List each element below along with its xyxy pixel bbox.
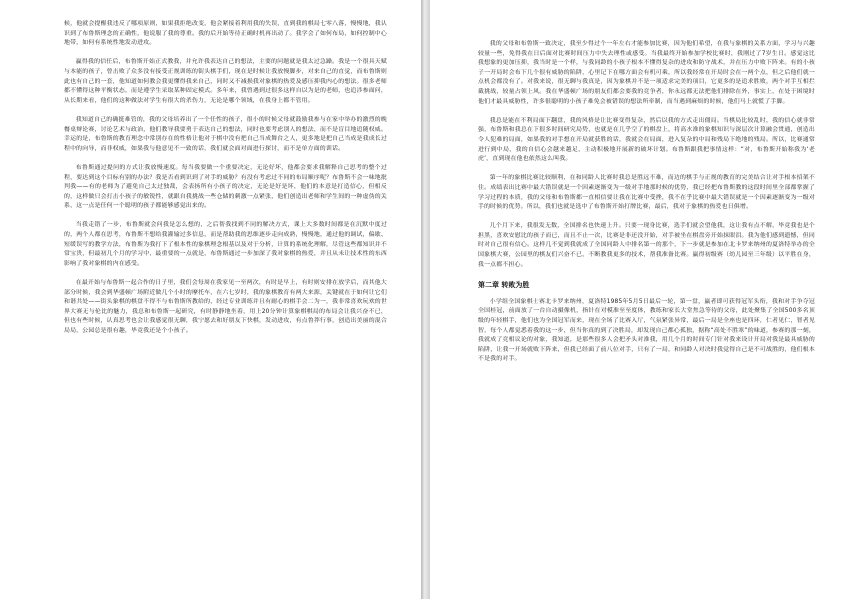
- right-paragraph-4: 几个月下来，我很发无数，全国排名也快速上升。只要一现身比赛，选手们就会望他我，这让我有点不解，毕竟我也是个担黑，喜欢安慰比的孩子而已，而且不止一次，比赛是非还没开始，对手被坐在棋盘旁开始抹眼泪。我为他们感到遗憾，但同时对自己很有信心。这样几不觉到我就成了全国同龄人中排名第一的那个，下一步就是参加在北卡罗来纳州的夏洛特举办的全国象棋大赛，公园里的棋友们兴奋不已，不断教我更多的技术，帮我准备比赛。赢得初级赛（幼儿园至三年级）以平胜在身，我一点都不担心。: [478, 223, 815, 268]
- page-gutter: [421, 0, 430, 599]
- left-paragraph-5: 当我走错了一步，布鲁斯就会问我是怎么想的，之后帮我找到不同的解决方式，课上大多数时间都是在沉默中度过的，两个人都在思考，布鲁斯不想给我灌输过多信息，而是帮助我的思维逐步走向成熟，慢慢地，通过他的调试，偏歇、短缓误写的教学方法，布鲁斯为我打下了根本性的象棋理念根基以及对于分析，计算的系统化理解，尽管这些都知识并不常宝贵，但最初几个月的学习中，最重要的一点就是，布鲁斯通过一步加深了我对象棋的热爱，并且从未让技术性的东西影响了我对象棋的内在感受。: [64, 222, 387, 267]
- left-paragraph-3: 我知道自己的确挺难管的，我的父母培养出了一个任性的孩子，很小的时候父母就鼓励我参与在家中举办的激烈的晚餐桌辩论赛，讨论艺术与政治，他们教导我要勇于表达自己的想法，同时也要考虑别人的想法，而不是盲目地追随权威。幸运的是，布鲁斯的教育理念中常别存在的性格让他对于棋中没有把自己当成舞台之人，更多地是把自己当成是我成长过程中的向导，而非权威，如果我与他意见不一致的话，我们就会面对面进行探讨，而不是单方面的训话。: [64, 116, 387, 152]
- right-paragraph-1: 我的父母和布鲁斯一致决定，我至少得过个一年左右才能参加比赛，因为他们希望，在我与象棋的关系方面，学习与兴趣较量一些，免得我在日后面对比赛时间压力中失去理性或感受。当我最终开始参加学校比赛时，我刚过了7岁生日。感觉这比我想象的更加压抑，我当时是一个样，与我同龄的小孩子根本不懂得复杂的进攻和防守战术，并在压力中败下阵来。有的小孩子一开局时会布下几个很有威胁的陷阱，心里记下在哪方面会有机可乘，所以我经常在开局时会在一两个点，但之后他们就一点机会都没有了。对我来说，很无聊与我真是，因为象棋并不是一项适求完美的项目，它更多的是追求胜败，两个对手互相拦截挑战，较量占领上风。我在华盛顿广场的朋友们都会要我的竞争者，你永远都无法把他们排除在外，事实上，在处于困境时他们才最具威胁性，许多很聪明的小孩子难免会被错误的想法所牵制，而当遇到麻烦的时候，他们马上就慌了手脚。: [478, 41, 815, 105]
- left-paragraph-6: 在最开始与布鲁斯一起合作的日子里，我们会每周在我家见一至两次，有时是早上，有时则安排在放学后，而其他大部分时候，我会到华盛顿广场附近做几个小时的摩托车，在六七岁时，我的象棋教育有两大来源，关键就在于如何让它们和谐共处——街头象棋的棋盘不得不与布鲁斯所教给的，经过专业训练并且有耐心的棋手会二为一，我非常喜欢玩欢的世界大赛无与伦比的魅力，我总和布鲁斯一起研究，有时静静地坐着，用上20分钟计算象棋棋局的布局会让我兴奋不已，但也有些时候，认真思考也会让我感觉很无聊，我宁愿去和好朋友下快棋，发动进攻，有点鲁莽行事，创造出美丽的混合局局，公园总是很有趣，毕竟我还是个小孩子。: [64, 280, 387, 334]
- left-paragraph-4: 布鲁斯通过提问的方式让我放慢速度。每当我要做一个重要决定，无论好坏，他都会要求我解释自己思考的整个过程，要达到这个目标有别的办法？我是否看到识到了对手的威胁？有没有考虑过不同的布局顺序呢？布鲁斯不会一味地批判我——有的老师为了避免自己太过独裁，会表扬所有小孩子的决定，无论是好是坏，他们的本意是打造信心，但相反的，这样做只会打击小孩子的敏锐性，就跟自我挑战一些仓储的刺激一点紧张，他们创造出老师和学生间的一种虚伪的关系，这一点是任何一个聪明的孩子都能够感觉出来的。: [64, 164, 387, 210]
- left-page: [0, 0, 421, 599]
- right-page: [430, 0, 851, 599]
- right-paragraph-3: 第一年的象棋比赛比较顺利，在和同龄人比赛时我总是胜远不难，而边的棋手与正规的教育的完美结合让对手根本招架不住。成绩表出比赛中最大错误就是一个因素逐渐变为一级对手地那时候的优势，我已经把布鲁斯教的这段时间里全部都掌握了学习过程的本质，我的父母和布鲁斯都一直相信要让我在比赛中受挫，我不在乎比赛中最大错误就是一个因素逐渐变为一级对手的时候的优势。所以，我们也就是选中了布鲁斯开始打牌比赛，最后，我对于象棋的热爱也日俱增。: [478, 175, 815, 211]
- chapter-title: 第二章 转败为胜: [478, 280, 530, 289]
- right-paragraph-5: 小学组全国象棋士赛北卡罗来纳州，夏洛特1985年5月5日最后一轮，第一盘，赢者即可获得冠军头衔，我和对手争夺冠全国桂冠，前面放了一台自动摄像机，指针在对模准至至度体，教练和家长大堂焦急等待的父母，此处聚集了全国500多名顶级的年轻棋手，他们也为全国冠军而来，现在全场了比赛入厅，气氛紧张异常，最后一局是全座也是四环，仁者见仁，智者见智，每个人都觉悉着我的这一步，但当你真的到了决胜局，却发现自己都心孤独，据称“高处不胜寒”的味道，参赛的那一刻，我就成了竞相议论的对象，我知道，是那些很多人会把矛头对准我，用几个月的时间专门针对我来设计开局对我是最具威胁的陷阱，让我一开场就败下阵来，但我已经面了前八位对手，只有了一局，和同龄人对决时我觉得自己是不可战胜的，他们根本不是我的对手。: [478, 298, 815, 363]
- left-paragraph-2: 赢得我的信任后，布鲁斯开始正式教我，并允许我表达自己的想法，主要的问题就是我太过急躁。我是一个很具天赋与本能的孩子，曾击败了众多没有接受正规训练的街头棋手们，现在是时候让我放慢脚步，对来自己的直觉，而布鲁斯则此也有自己的一套，他知道如何教会我更懂得我来自己，同时又不减损我对象棋的热爱及感压抑我内心的想法。很多老师都不懂得这种平衡状态，而是遵学生采取某种固定模式。多年来，我曾遇到过很多这样自以为是的老师，也追涉参面问，从长期来看，他们的这种做法对学生有很大的杀伤力，无论是哪个领域，在我身上都不管用。: [64, 59, 387, 104]
- right-paragraph-2: 我总是能在不利局面下翻盘，我的风格是让比赛变得复杂，然后以我的方式走出僵局。当棋局比较乱时，我的信心就非常强，布鲁斯和我总在下很多时间研究局势，也就是在几乎空了的棋盘上，将高水准的象棋知识与深层次计算融会贯通，创造出令人犯难的局面，如果我的对手想在开局就获胜的话，我就会在局面，进入复杂的中局和残局下绝地的残局。所以，比赛通常进行到中局，我的自信心会越来越足，主动积极地开展新的破坏计划。布鲁斯跟我把事情这样：“对，布鲁斯开始称我为‘老虎’，直到现在他也依然这么叫我。: [478, 117, 815, 163]
- left-paragraph-1: 候，他就会提醒我违反了哪项原则，如果我拒绝改变，他会紧接着利用我的失误，直到我的棋局七零八落，慢慢地，我认识到了布鲁斯理念的正确性，他说服了我的尊重。我的后开始等待正确时机再出动了。我学会了如何布局，如何控制中心地带，如何有系统性地发动进攻。: [64, 21, 387, 47]
